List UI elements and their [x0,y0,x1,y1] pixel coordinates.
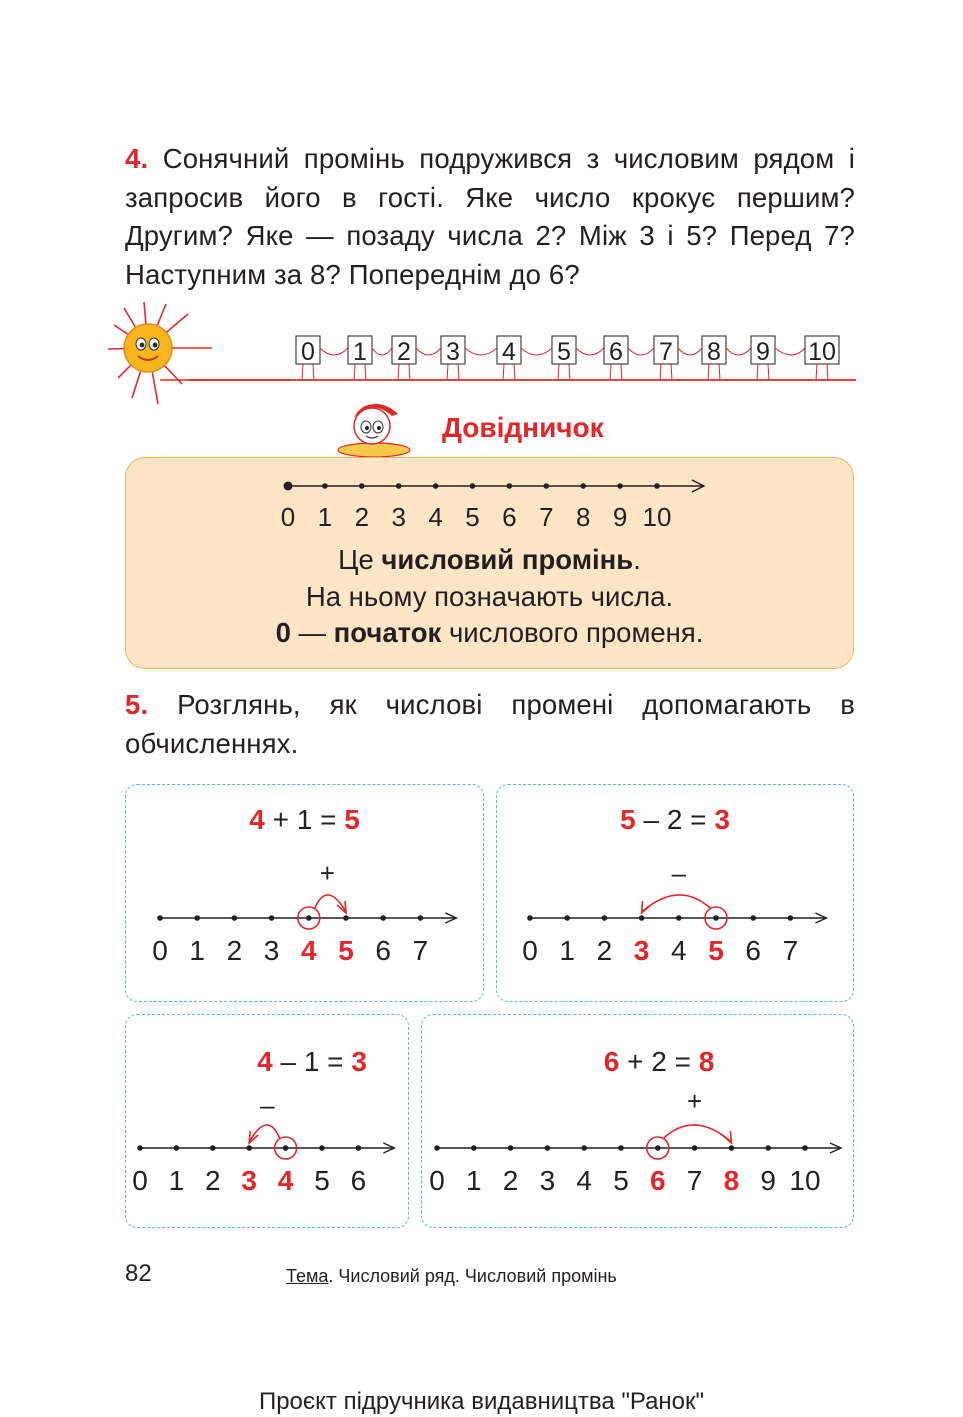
operation-sign: + [687,1086,703,1116]
number-card-label: 7 [659,338,673,366]
ref-line3-dash: — [290,617,334,648]
number-card-legs [447,364,459,380]
ray-label: 7 [686,1165,703,1196]
ray-label: 0 [132,1165,148,1196]
ref-ray-point [284,482,293,491]
ray-label: 5 [338,935,354,966]
task-5-text [125,686,855,763]
ref-ray-point [617,483,623,489]
number-card-hands [628,348,654,355]
ray-label: 9 [760,1165,776,1196]
ray-label: 6 [745,935,761,966]
number-card-hands [521,348,552,355]
number-card-label: 9 [756,338,770,366]
task-4-number: 4. [125,143,149,174]
ref-line3-post: числового променя. [441,617,704,648]
number-card-hands [372,348,392,355]
ray-label: 1 [559,935,575,966]
ray-label: 5 [613,1165,629,1196]
ray-label: 0 [152,935,168,966]
ray-label: 6 [350,1165,367,1196]
number-card-legs [503,364,515,380]
ref-ray-label: 9 [612,502,628,532]
ray-label: 4 [301,935,317,966]
eq2-op: – [643,804,660,835]
ref-ray-label: 2 [354,502,370,532]
task-4-body: Сонячний промінь подружився з числовим рядом і запросив його в гості. Яке число крокує першим? Другим? Яке — позаду числа 2? Між 3 і 5? Перед 7? Наступним за 8? Попереднім до 6? [125,143,855,290]
eq3-a: 4 [257,1046,273,1077]
ray-label: 7 [782,935,799,966]
ray-label: 5 [314,1165,330,1196]
eq1-eq: = [320,804,337,835]
eq2-b: 2 [666,804,683,835]
ref-line1-pre: Це [338,544,382,575]
ray-label: 5 [708,935,724,966]
reference-line-3 [125,615,854,651]
ray-label: 4 [277,1165,294,1196]
eq3-eq: = [327,1046,344,1077]
operation-sign: + [319,858,335,888]
number-card-legs [757,364,769,380]
equation-1 [125,804,484,836]
topic-text: . Числовий ряд. Числовий промінь [328,1266,617,1286]
number-card-label: 4 [502,338,516,366]
ray-label: 2 [205,1165,221,1196]
number-card-hands [576,348,604,355]
page-number: 82 [125,1260,152,1287]
number-card-label: 2 [397,338,411,366]
task-5-number: 5. [125,689,149,720]
ref-ray-point [322,483,328,489]
ray-label: 3 [633,935,650,966]
ray-label: 0 [522,935,538,966]
eq4-eq: = [674,1046,691,1077]
eq2-result: 3 [714,804,730,835]
equation-4 [421,1046,897,1078]
ref-ray-point [470,483,476,489]
eq3-b: 1 [303,1046,320,1077]
ref-ray-label: 6 [502,502,517,532]
ref-ray-point [433,483,439,489]
number-card-legs [302,364,314,380]
ref-ray-point [359,483,365,489]
ray-label: 3 [539,1165,556,1196]
eq3-result: 3 [351,1046,367,1077]
ray-label: 4 [576,1165,592,1196]
project-note: Проєкт підручника видавництва "Ранок" [258,1388,705,1415]
eq4-b: 2 [651,1046,667,1077]
ref-ray-point [396,483,402,489]
eq1-a: 4 [249,804,265,835]
ref-line1-bold: числовий промінь [381,544,634,575]
ref-line3-zero: 0 [275,617,291,648]
boy-reading-icon [336,398,416,462]
operation-sign: – [671,858,687,888]
ray-label: 6 [375,935,391,966]
number-card-hands [775,348,805,355]
ray-label: 1 [168,1165,185,1196]
ray-label: 1 [189,935,205,966]
number-card-hands [320,348,348,355]
ref-ray-point [507,483,513,489]
ref-line1-post: . [633,544,641,575]
ref-ray-label: 10 [642,502,672,532]
number-card-label: 10 [808,338,836,366]
ray-label: 6 [650,1165,666,1196]
ray-label: 2 [502,1165,519,1196]
ref-ray-point [544,483,550,489]
ref-ray-label: 7 [539,502,554,532]
number-card-legs [610,364,622,380]
number-card-legs [816,364,828,380]
number-card-label: 1 [353,338,367,366]
number-card-label: 6 [609,338,623,366]
eq1-b: 1 [296,804,313,835]
ray-label: 1 [466,1165,482,1196]
topic-line [286,1266,617,1287]
eq1-result: 5 [344,804,360,835]
reference-line-1 [125,542,854,578]
ref-ray-label: 4 [428,502,443,532]
number-card-legs [660,364,672,380]
number-card-label: 3 [446,338,460,366]
number-card-legs [708,364,720,380]
ray-label: 10 [789,1165,821,1196]
ray-label: 7 [412,935,429,966]
eq1-op: + [272,804,289,835]
number-card-hands [416,348,441,355]
ref-ray-point [654,483,660,489]
sun-icon [108,302,212,404]
number-card-hands [678,348,702,355]
ref-ray-label: 5 [465,502,480,532]
ref-line3-bold: початок [333,617,442,648]
ray-label: 3 [263,935,280,966]
number-card-legs [398,364,410,380]
ref-ray-point [580,483,586,489]
sun-number-row-illustration [100,300,870,410]
eq4-result: 8 [698,1046,715,1077]
eq4-a: 6 [603,1046,620,1077]
ref-ray-label: 8 [575,502,591,532]
number-card-label: 0 [301,338,315,366]
number-card-hands [465,348,497,355]
ray-label: 8 [723,1165,740,1196]
eq4-op: + [627,1046,644,1077]
number-card-label: 5 [557,338,571,366]
ray-label: 0 [429,1165,445,1196]
ray-label: 4 [671,935,687,966]
eq3-op: – [280,1046,297,1077]
reference-number-ray [270,470,710,532]
ref-ray-label: 1 [317,502,333,532]
operation-sign: – [260,1090,275,1120]
reference-line-2: На ньому позначають числа. [305,581,674,612]
equation-2 [496,804,854,836]
ray-label: 3 [241,1165,257,1196]
ref-ray-label: 0 [280,502,296,532]
ray-label: 2 [596,935,613,966]
ray-label: 2 [226,935,243,966]
number-card-legs [354,364,366,380]
task-5-body: Розглянь, як числові промені допомагають в обчисленнях. [125,689,855,759]
eq2-eq: = [690,804,707,835]
reference-title: Довідничок [442,412,604,443]
eq2-a: 5 [620,804,636,835]
task-4-text [125,140,855,294]
topic-label: Тема [286,1266,329,1286]
number-row [296,336,839,380]
number-card-hands [726,348,751,355]
number-card-label: 8 [707,338,721,366]
number-card-legs [558,364,570,380]
reference-ray-group [281,480,704,532]
ref-ray-label: 3 [391,502,406,532]
